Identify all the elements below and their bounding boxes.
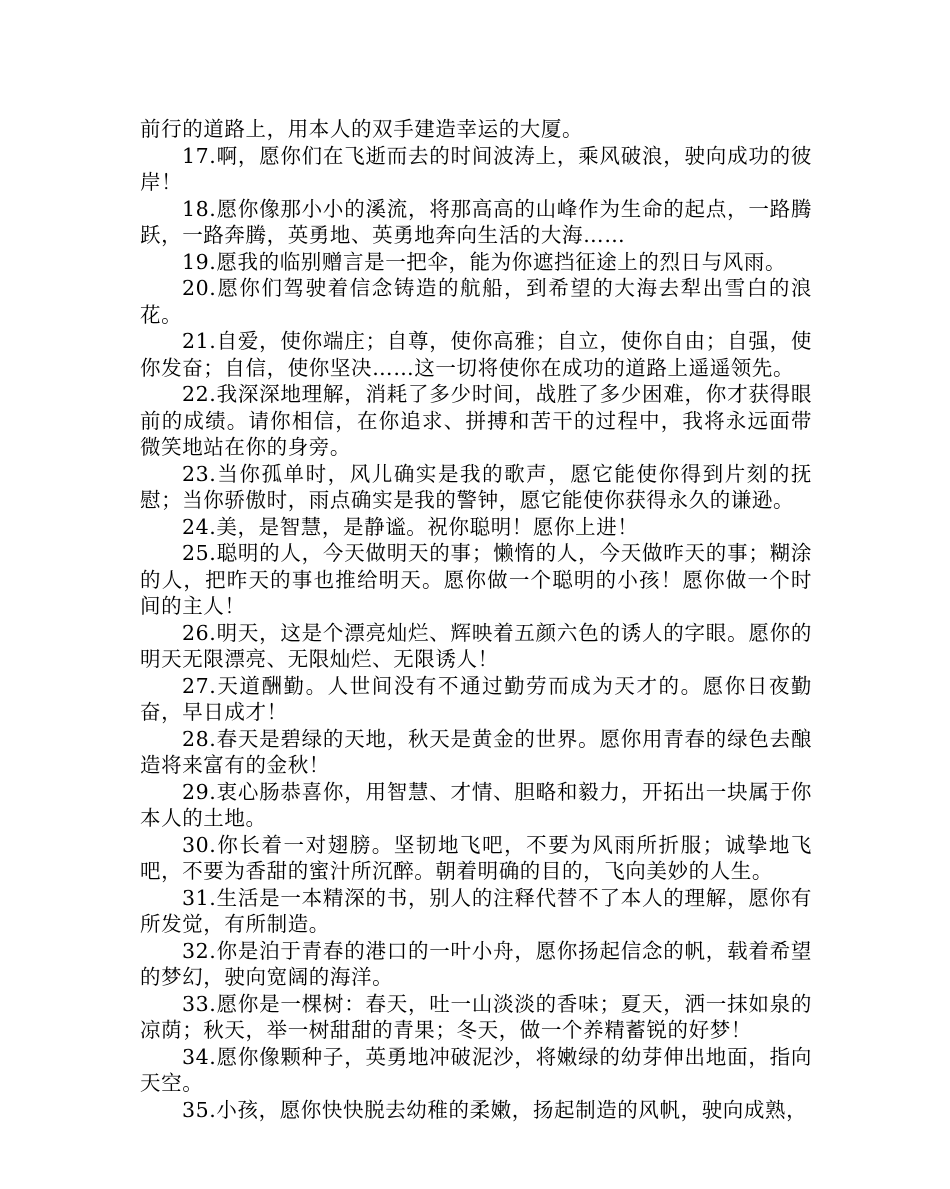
paragraph-32: 32.你是泊于青春的港口的一叶小舟，愿你扬起信念的帆，载着希望的梦幻，驶向宽阔的海洋。 [140,938,812,989]
paragraph-27: 27.天道酬勤。人世间没有不通过勤劳而成为天才的。愿你日夜勤奋，早日成才！ [140,673,812,724]
document-page [140,116,812,1123]
paragraph-17: 17.啊，愿你们在飞逝而去的时间波涛上，乘风破浪，驶向成功的彼岸！ [140,143,812,194]
paragraph-22: 22.我深深地理解，消耗了多少时间，战胜了多少困难，你才获得眼前的成绩。请你相信，在你追求、拼搏和苦干的过程中，我将永远面带微笑地站在你的身旁。 [140,382,812,459]
paragraph-29: 29.衷心肠恭喜你，用智慧、才情、胆略和毅力，开拓出一块属于你本人的土地。 [140,779,812,830]
paragraph-31: 31.生活是一本精深的书，别人的注释代替不了本人的理解，愿你有所发觉，有所制造。 [140,885,812,936]
paragraph-21: 21.自爱，使你端庄；自尊，使你高雅；自立，使你自由；自强，使你发奋；自信，使你坚决……这一切将使你在成功的道路上遥遥领先。 [140,329,812,380]
paragraph-33: 33.愿你是一棵树：春天，吐一山淡淡的香味；夏天，洒一抹如泉的凉荫；秋天，举一树甜甜的青果；冬天，做一个养精蓄锐的好梦！ [140,991,812,1042]
paragraph-19: 19.愿我的临别赠言是一把伞，能为你遮挡征途上的烈日与风雨。 [182,249,787,274]
paragraph-23: 23.当你孤单时，风儿确实是我的歌声，愿它能使你得到片刻的抚慰；当你骄傲时，雨点确实是我的警钟，愿它能使你获得永久的谦逊。 [140,461,812,512]
paragraph-20: 20.愿你们驾驶着信念铸造的航船，到希望的大海去犁出雪白的浪花。 [140,276,812,327]
paragraph-25: 25.聪明的人，今天做明天的事；懒惰的人，今天做昨天的事；糊涂的人，把昨天的事也推给明天。愿你做一个聪明的小孩！愿你做一个时间的主人！ [140,541,812,618]
paragraph-28: 28.春天是碧绿的天地，秋天是黄金的世界。愿你用青春的绿色去酿造将来富有的金秋！ [140,726,812,777]
paragraph-26: 26.明天，这是个漂亮灿烂、辉映着五颜六色的诱人的字眼。愿你的明天无限漂亮、无限灿烂、无限诱人！ [140,620,812,671]
paragraph-continuation: 前行的道路上，用本人的双手建造幸运的大厦。 [140,117,584,141]
paragraph-18: 18.愿你像那小小的溪流，将那高高的山峰作为生命的起点，一路腾跃，一路奔腾，英勇地、英勇地奔向生活的大海…… [140,196,812,247]
paragraph-24: 24.美，是智慧，是静谧。祝你聪明！愿你上进！ [182,514,639,539]
paragraph-35: 35.小孩，愿你快快脱去幼稚的柔嫩，扬起制造的风帆，驶向成熟， [182,1097,808,1122]
paragraph-30: 30.你长着一对翅膀。坚韧地飞吧，不要为风雨所折服；诚挚地飞吧，不要为香甜的蜜汁所沉醉。朝着明确的目的，飞向美妙的人生。 [140,832,812,883]
paragraph-34: 34.愿你像颗种子，英勇地冲破泥沙，将嫩绿的幼芽伸出地面，指向天空。 [140,1044,812,1095]
